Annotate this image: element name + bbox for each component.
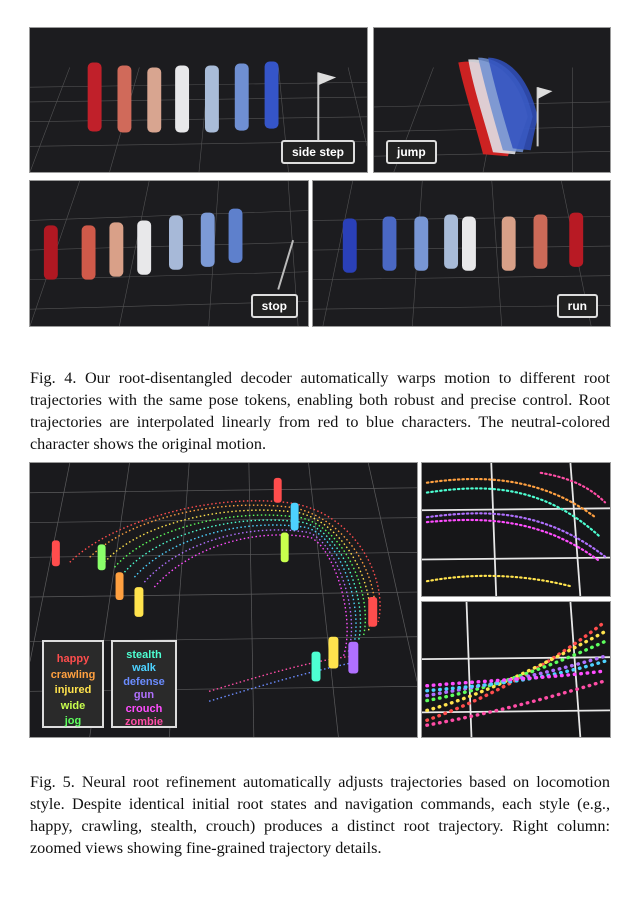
legend-jog: jog — [64, 715, 82, 727]
legend-right — [111, 640, 177, 728]
legend-happy: happy — [56, 653, 90, 665]
panel-side-step — [29, 27, 368, 173]
legend-injured: injured — [54, 684, 92, 696]
panel-zoom-bottom — [421, 601, 611, 738]
label-run: run — [557, 294, 598, 318]
panel-trajectories-main — [29, 462, 418, 738]
legend-defense: defense — [123, 675, 165, 688]
panel-stop — [29, 180, 309, 327]
zoom-top-render — [422, 463, 610, 596]
legend-wide: wide — [60, 699, 86, 712]
panel-jump — [373, 27, 611, 173]
legend-zombie: zombie — [125, 716, 163, 729]
legend-gun: gun — [133, 689, 155, 702]
label-jump: jump — [386, 140, 437, 164]
zoom-bottom-render — [422, 602, 610, 737]
panel-zoom-top — [421, 462, 611, 597]
legend-crouch: crouch — [125, 702, 163, 715]
legend-walk: walk — [132, 662, 156, 675]
legend-crawling: crawling — [50, 668, 96, 681]
legend-stealth: stealth — [126, 649, 162, 661]
legend-left — [42, 640, 104, 728]
label-stop: stop — [251, 294, 298, 318]
panel-run — [312, 180, 611, 327]
fig5-caption: Fig. 5. Neural root refinement automatically adjusts trajectories based on locomotion style. Despite identical initial root states and navigation commands, each style (e.g., happy, crawling, stealth, crouch) produces a distinct root trajectory. Right column: zoomed views showing fine-grained trajectory details. — [30, 773, 610, 857]
fig4-caption: Fig. 4. Our root-disentangled decoder automatically warps motion to different root trajectories with the same pose tokens, enabling both robust and precise control. Root trajectories are interpolated linearly from red to blue characters. The neutral-colored character shows the original motion. — [30, 369, 610, 453]
label-side-step: side step — [281, 140, 355, 164]
